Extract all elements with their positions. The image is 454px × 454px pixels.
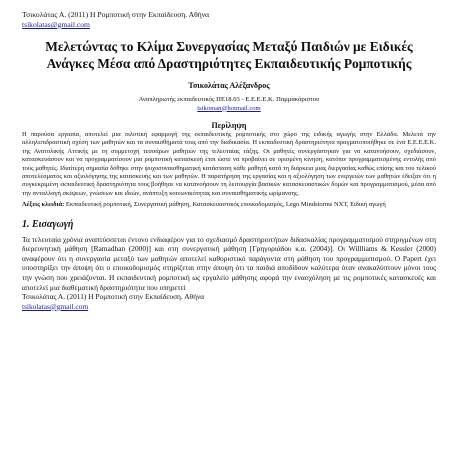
affiliation-text: Αναπληρωτής εκπαιδευτικός ΠΕ18.03 - Ε.Ε.Ε.Ε.Κ. Παμμακάριστου bbox=[138, 96, 320, 103]
section-heading: 1. Εισαγωγή bbox=[22, 218, 74, 230]
header-citation: Τσικολάτας Α. (2011) Η Ρομποτική στην Εκπαίδευση. Αθήνα bbox=[22, 10, 210, 19]
page-header bbox=[22, 10, 436, 30]
author-name: Τσικολάτας Αλέξανδρος bbox=[188, 81, 270, 90]
abstract-heading: Περίληψη bbox=[211, 121, 247, 130]
keywords-text: Εκπαιδευτική ρομποτική, Συνεργατική μάθηση, Κατασκευαστικός εποικοδομισμός, Lego Mindstorms NXT, Ειδική αγωγή bbox=[64, 201, 386, 209]
section-body: Τα τελευταία χρόνια αναπτύσσεται έντονο ενδιαφέρον για το σχεδιασμό δραστηριοτήτων διδασκαλίας προγραμματισμού στηριγμένων στη διερευνητική μάθηση [Ramadhan (2000)] και στη συνεργατική μάθηση [Γρηγοριάδου κ.α. (2004)]. Οι Willliams & Kessler (2000) αναφέρουν ότι η συνεργασία μεταξύ των μαθητών αποτελεί καθοριστικό παράγοντα στη μάθηση του προγραμματισμού. Ο Papert έχει υποστηρίξει την άποψη ότι ο εποικοδομισμός στηρίζεται στην άποψη ότι τα παιδιά αποδίδουν καλύτερα όταν ανακαλύπτουν μόνοι τους την γνώση που χρειάζονται. Η εκπαιδευτική ρομποτική ως εργαλείο μάθησης αφορά την ενασχόληση με τις ρομποτικές κατασκευές και αποτελεί μια διαθεματική δραστηριότητα που υπηρετεί bbox=[22, 234, 436, 292]
paper-title: Μελετώντας το Κλίμα Συνεργασίας Μεταξύ Παιδιών με Ειδικές Ανάγκες Μέσα από Δραστηριότητες Εκπαιδευτικής Ρομποτικής bbox=[45, 39, 413, 71]
header-email-link[interactable]: tsikolatas@gmail.com bbox=[22, 20, 90, 29]
keywords bbox=[22, 201, 436, 209]
author-email-link[interactable]: tsikoman@hotmail.com bbox=[197, 104, 261, 112]
affiliation bbox=[22, 96, 436, 113]
footer-email-link[interactable]: tsikolatas@gmail.com bbox=[22, 301, 89, 311]
footer-citation: Τσικολάτας Α. (2011) Η Ρομποτική στην Εκπαίδευση. Αθήνα bbox=[22, 292, 205, 302]
page-footer bbox=[22, 292, 436, 311]
keywords-label: Λέξεις κλειδιά: bbox=[22, 201, 65, 209]
abstract-text: Η παρούσα εργασία, αποτελεί μια πιλοτική εφαρμογή της εκπαιδευτικής ρομποτικής στο χώρο της ειδικής αγωγής στην Ελλάδα. Μελετά την αλληλεπιδραστική σχέση των μαθητών και τα συναισθήματά τους από την διαδικασία. Η εκπαιδευτική δραστηριότητα πραγματοποιήθηκε σε ένα Ε.Ε.Ε.Ε.Κ. της Ανατολικής Αττικής με τη συμμετοχή τεσσάρων μαθητών της τελευταίας τάξης. Οι μαθητές συνεργάστηκαν για να κατανοήσουν, σχεδιάσουν, κατασκευάσουν και να προγραμματίσουν μια ρομποτική κατασκευή έτσι ώστε να προβαίνει σε ορισμένη κίνηση, κατόπιν προγραμματισμένης εντολής από τους μαθητές. Ιδιαίτερη σημασία δόθηκε στην ψυχοσυναισθηματική κατάσταση κάθε μαθητή κατά τη διάρκεια μιας διεργασίας καθώς επίσης και του τελικού αποτελέσματος και αξιολόγησης της κατασκευής και των μαθητών. Η παρατήρηση της εργασίας και η αξιολόγηση των ενεργειών των μαθητών έδειξαν ότι η συγκεκριμένη εκπαιδευτική δραστηριότητα τους βοήθησε να κατανοήσουν τη λειτουργία βασικών κατασκευαστικών δομών και προγραμματισμού, μέσα από την ανταλλαγή σκέψεων, γνώσεων και ιδεών, ανάπτυξη κοινωνικότητας και συναισθηματικής ωρίμανσης. bbox=[22, 131, 436, 197]
